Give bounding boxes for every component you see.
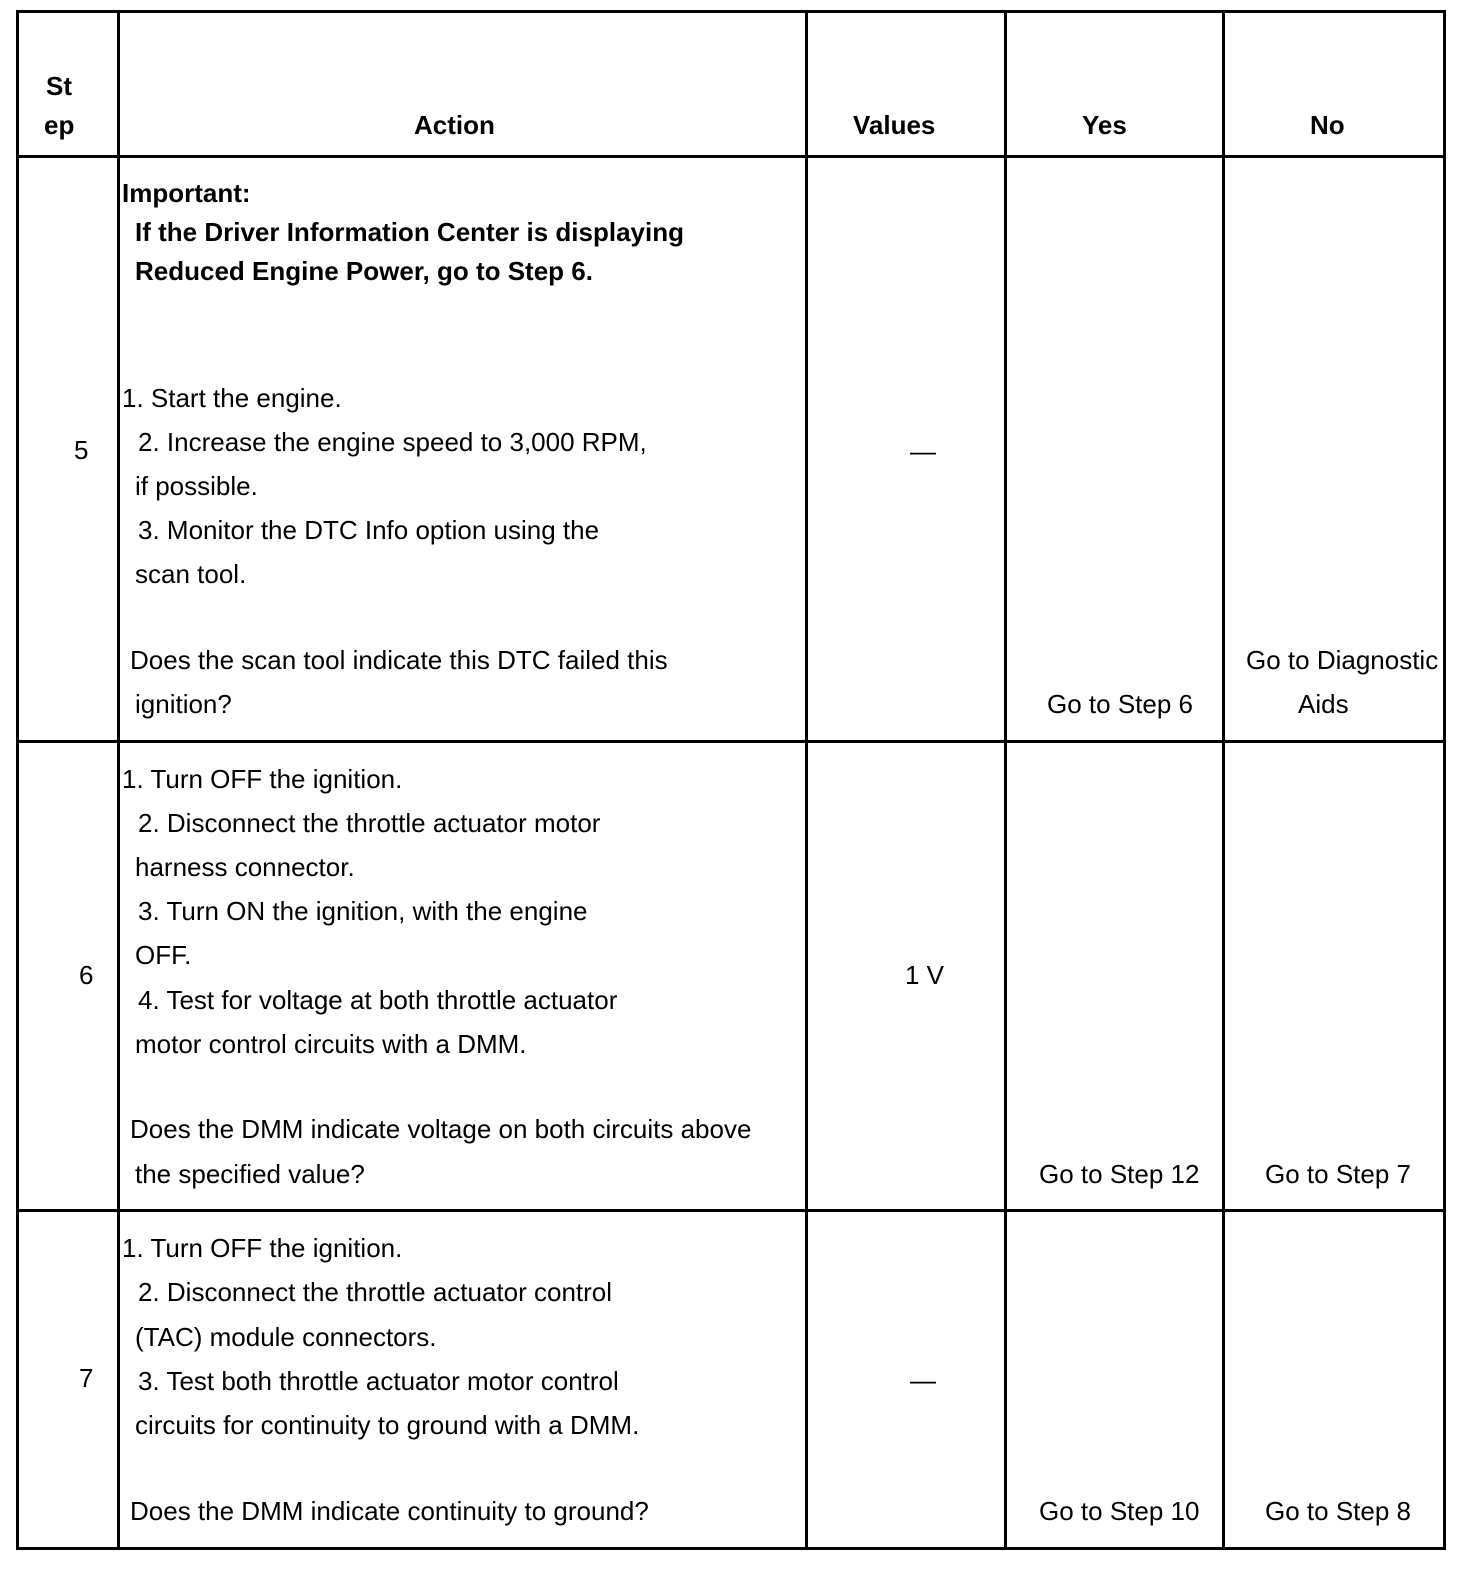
action-line: 2. Disconnect the throttle actuator motor (138, 808, 601, 838)
action-line: circuits for continuity to ground with a DMM. (135, 1410, 640, 1440)
no-result-line: Aids (1298, 689, 1349, 719)
yes-result: Go to Step 10 (1039, 1496, 1200, 1526)
action-line: 3. Turn ON the ignition, with the engine (138, 896, 588, 926)
action-line: 2. Disconnect the throttle actuator control (138, 1277, 613, 1307)
action-line: 1. Turn OFF the ignition. (122, 1233, 403, 1263)
question-line: ignition? (135, 689, 232, 719)
header-values: Values (853, 110, 936, 140)
yes-result: Go to Step 12 (1039, 1159, 1200, 1189)
header-step-line1: St (46, 71, 72, 101)
question-line: the specified value? (135, 1159, 365, 1189)
table-border-top (16, 10, 1446, 13)
question-line: Does the DMM indicate voltage on both circuits above (130, 1114, 752, 1144)
row-divider (16, 1209, 1446, 1212)
action-line: OFF. (135, 940, 192, 970)
column-divider (1004, 10, 1007, 1550)
table-border-left (16, 10, 19, 1550)
question-line: Does the scan tool indicate this DTC failed this (130, 645, 668, 675)
column-divider (1222, 10, 1225, 1550)
action-line: 3. Test both throttle actuator motor control (138, 1366, 619, 1396)
step-number: 6 (79, 960, 94, 990)
action-line: 3. Monitor the DTC Info option using the (138, 515, 600, 545)
action-line: if possible. (135, 471, 258, 501)
step-number: 7 (79, 1363, 94, 1393)
step-number: 5 (74, 435, 89, 465)
question-line: Does the DMM indicate continuity to ground? (130, 1496, 649, 1526)
yes-result: Go to Step 6 (1047, 689, 1193, 719)
action-line: scan tool. (135, 559, 247, 589)
action-line: 1. Turn OFF the ignition. (122, 764, 403, 794)
important-label: Important: (122, 178, 251, 208)
header-divider (16, 155, 1446, 158)
value-cell: — (910, 1365, 936, 1395)
column-divider (805, 10, 808, 1550)
header-yes: Yes (1082, 110, 1127, 140)
header-action: Action (414, 110, 495, 140)
action-line: motor control circuits with a DMM. (135, 1029, 527, 1059)
no-result: Go to Step 7 (1265, 1159, 1411, 1189)
table-border-right (1443, 10, 1446, 1550)
action-line: 1. Start the engine. (122, 383, 342, 413)
no-result-line: Go to Diagnostic (1246, 645, 1439, 675)
action-line: harness connector. (135, 852, 355, 882)
value-cell: — (910, 436, 936, 466)
column-divider (117, 10, 120, 1550)
table-border-bottom (16, 1547, 1446, 1550)
header-no: No (1310, 110, 1345, 140)
action-line: 2. Increase the engine speed to 3,000 RPM, (138, 427, 647, 457)
row-divider (16, 740, 1446, 743)
value-cell: 1 V (905, 960, 945, 990)
important-note-line: If the Driver Information Center is displaying (135, 217, 684, 247)
important-note-line: Reduced Engine Power, go to Step 6. (135, 256, 593, 286)
header-step-line2: ep (44, 110, 75, 140)
action-line: (TAC) module connectors. (135, 1322, 437, 1352)
action-line: 4. Test for voltage at both throttle actuator (138, 985, 618, 1015)
no-result: Go to Step 8 (1265, 1496, 1411, 1526)
